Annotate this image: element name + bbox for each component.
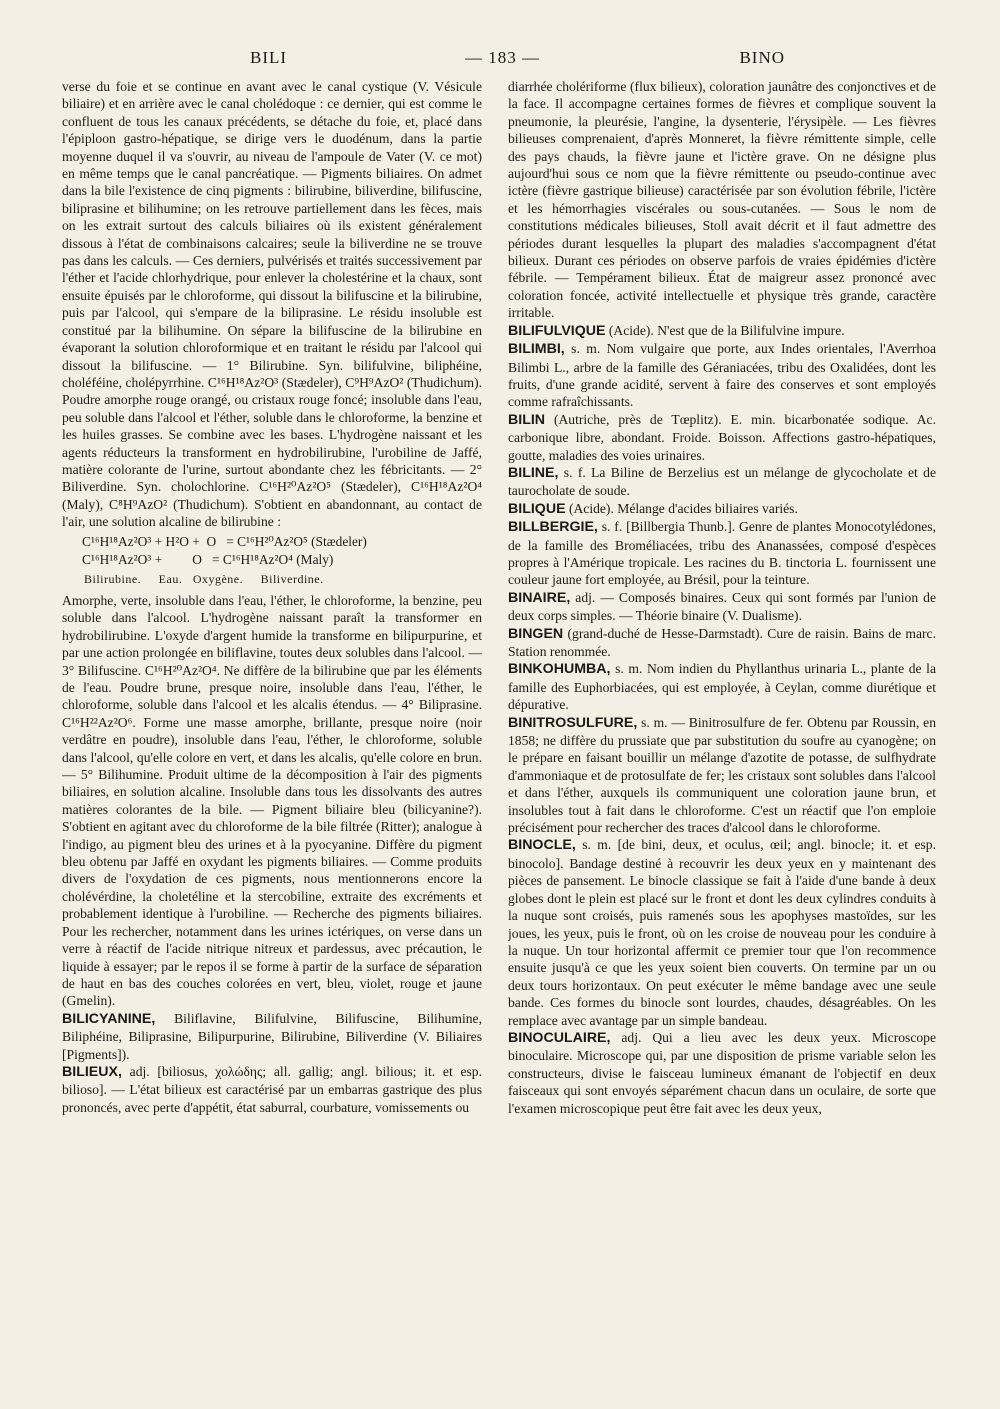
formula-line-2: C¹⁶H¹⁸Az²O³ + O = C¹⁶H¹⁸Az²O⁴ (Maly) (82, 552, 334, 568)
headword: BILLBERGIE, (508, 519, 598, 536)
entry-text: (Autriche, près de Tœplitz). E. min. bicarbonatée sodique. Ac. carbonique libre, abondant. Froide. Boisson. Affections gastro-hépatiques, goutte, maladies des voies urinaires. (508, 411, 936, 463)
entry-binoculaire (508, 1029, 936, 1117)
entry-bilique (508, 500, 936, 518)
entry-text: s. f. [Billbergia Thunb.]. Genre de plantes Monocotylédones, de la famille des Broméliacées, tribu des Ananassées, composé d'espèces propres à l'Amérique tropicale. Les racines du B. tinctoria L. fournissent une couleur jaune fort employée, au Brésil, pour la teinture. (508, 519, 936, 588)
entry-binaire (508, 589, 936, 625)
entry-bilieux (62, 1063, 482, 1116)
entry-text: adj. — Composés binaires. Ceux qui sont formés par l'union de deux corps simples. — Théorie binaire (V. Dualisme). (508, 589, 936, 624)
headword: BILIMBI, (508, 341, 565, 358)
formula-labels: Bilirubine. Eau. Oxygène. Biliverdine. (84, 571, 324, 586)
headword: BILINE, (508, 464, 559, 481)
entry-biline (508, 464, 936, 500)
paragraph-bilieux-continued: diarrhée cholériforme (flux bilieux), coloration jaunâtre des conjonctives et de la face. Il accompagne certaines formes de fièvres et complique souvent la pneumonie, la pleurésie, l'angine, la dysenterie, l'érysipèle. — Les fièvres bilieuses comprenaient, d'après Monneret, la fièvre rémittente simple, celle des pays chauds, la fièvre jaune et l'ictère grave. On ne désigne plus aujourd'hui sous ce nom que la fièvre rémittente ou pseudo-continue avec ictère (fièvre gastrique bilieuse) caractérisée par son évolution fébrile, l'ictère et les hémorrhagies viscérales ou sous-cutanées. — Sous le nom de constitutions médicales bilieuses, Stoll avait décrit et il faut admettre des périodes durant lesquelles la plupart des maladies s'accompagnent d'état bilieux. Durant ces périodes on observe parfois de vraies épidémies d'ictère fébrile. — Tempérament bilieux. État de maigreur assez prononcé avec coloration foncée, activité intellectuelle et physique très grande, caractère irritable. (508, 79, 936, 321)
entry-billbergie (508, 518, 936, 589)
entry-text: adj. Qui a lieu avec les deux yeux. Microscope binoculaire. Microscope qui, par une disposition de prisme variable selon les constructeurs, divise le faisceau lumineux émanant de l'objectif en deux faisceaux qui sont envoyés séparément chacun dans un oculaire, de sorte que l'examen microscopique peut être fait avec les deux yeux, (508, 1029, 936, 1116)
right-column (508, 78, 936, 1378)
entry-text: (Acide). Mélange d'acides biliaires variés. (565, 500, 798, 516)
entry-bilin (508, 411, 936, 464)
entry-text: adj. [biliosus, χολώδης; all. gallig; angl. bilious; it. et esp. bilioso]. — L'état bilieux est caractérisé par un embarras gastrique des plus prononcés, avec perte d'appétit, état saburral, courbature, vomissements ou (62, 1063, 482, 1115)
entry-text: s. m. Nom vulgaire que porte, aux Indes orientales, l'Averrhoa Bilimbi L., arbre de la famille des Géraniacées, tribu des Oxalidées, dont les fruits, d'une grande acidité, servent à faire des conserves et sont employés comme rafraîchissants. (508, 341, 936, 410)
headword: BINOCLE, (508, 837, 576, 854)
entry-text: (Acide). N'est que de la Bilifulvine impure. (605, 322, 845, 338)
entry-text: Biliflavine, Bilifulvine, Bilifuscine, Bilihumine, Biliphéine, Biliprasine, Bilipurpurine, Bilirubine, Biliverdine (V. Biliaires [Pigments]). (62, 1010, 482, 1062)
entry-text: s. m. — Binitrosulfure de fer. Obtenu par Roussin, en 1858; ne diffère du prussiate que par substitution du soufre au cyanogène; on le prépare en faisant bouillir un mélange d'azotite de potasse, de sulfhydrate d'ammoniaque et de protosulfate de fer; les cristaux sont solubles dans l'alcool et dans l'éther, auxquels ils communiquent une coloration jaune brun, et insolubles tout à fait dans le chloroforme. C'est un réactif que l'on emploie précisément pour rechercher des traces d'alcool dans le chloroforme. (508, 714, 936, 836)
header-right-guide-word: BINO (739, 48, 785, 67)
headword: BILIQUE (508, 500, 566, 517)
entry-text: (grand-duché de Hesse-Darmstadt). Cure de raisin. Bains de marc. Station renommée. (508, 625, 936, 659)
entry-text: s. m. [de bini, deux, et oculus, œil; angl. binocle; it. et esp. binocolo]. Bandage destiné à recouvrir les deux yeux en y maintenant des pièces de pansement. Le binocle classique se fait à l'aide d'une bande à deux globes dont le plein est placé sur le front et dont les deux cylindres conduits à la nuque sont croisés, puis ramenés sous les apophyses mastoïdes, sur les joues, les yeux, puis le front, où on les croise de nouveau pour les conduire à la nuque. Un tour horizontal affermit ce premier tour que l'on recommence ensuite jusqu'à ce que les yeux soient bien couverts. On termine par un ou deux tours horizontaux. On peut exécuter le même bandage avec une seule bande. Ces formes du binocle sont lourdes, chaudes, désagréables. On les remplace avec avantage par un simple bandeau. (508, 837, 936, 1028)
headword: BINOCULAIRE, (508, 1029, 611, 1046)
paragraph-biliaires-continued: verse du foie et se continue en avant avec le canal cystique (V. Vésicule biliaire) et en arrière avec le canal cholédoque : ce dernier, qui est comme le confluent de tous les canaux précédents, se détache du foie, et, placé dans l'épiploon gastro-hépatique, se dirige vers le duodénum, dans la partie moyenne duquel il va s'ouvrir, au niveau de l'ampoule de Vater (V. ce mot) en même temps que le canal pancréatique. — Pigments biliaires. On admet dans la bile l'existence de cinq pigments : bilirubine, biliverdine, bilifuscine, biliprasine et bilihumine; on les retrouve partiellement dans les fèces, mais on les extrait surtout des calculs biliaires où ils existent généralement dissous à l'état de combinaisons calcaires; seule la biliverdine ne se trouve pas dans les calculs. — Ces derniers, pulvérisés et traités successivement par l'éther et l'acide chlorhydrique, pour enlever la cholestérine et la chaux, sont ensuite épuisés par le chloroforme, qui dissout la bilifuscine et la bilirubine, puis par l'alcool, qui s'empare de la biliprasine. Le résidu insoluble est constitué par la bilihumine. On sépare la bilifuscine de la bilirubine en évaporant la solution chloroformique et en traitant le résidu par l'alcool qui dissout la bilifuscine. — 1° Bilirubine. Syn. bilifulvine, biliphéine, choléféine, cholépyrrhine. C¹⁶H¹⁸Az²O³ (Stædeler), C⁹H⁹AzO² (Thudichum). Poudre amorphe rouge orangé, ou cristaux rouge foncé; insoluble dans l'eau, peu soluble dans l'alcool et l'éther, soluble dans le chloroforme, la benzine et les huiles grasses. Se combine avec les bases. L'hydrogène naissant et les agents réducteurs la transforment en hydrobilirubine, l'urobiline de Jaffé, matière colorante de l'urine, surtout abondante chez les fébricitants. — 2° Biliverdine. Syn. cholochlorine. C¹⁶H²⁰Az²O⁵ (Stædeler), C¹⁶H¹⁸Az²O⁴ (Maly), C⁸H⁹AzO² (Thudichum). S'obtient en abandonnant, au contact de l'air, une solution alcaline de bilirubine : (62, 79, 482, 530)
header-left-guide-word: BILI (250, 48, 288, 67)
formula-line-1: C¹⁶H¹⁸Az²O³ + H²O + O = C¹⁶H²⁰Az²O⁵ (Stædeler) (82, 533, 367, 549)
entry-binitrosulfure (508, 714, 936, 837)
headword: BINITROSULFURE, (508, 714, 638, 731)
left-column (62, 78, 482, 1378)
headword: BILICYANINE, (62, 1010, 156, 1027)
running-header (60, 48, 945, 78)
entry-text: s. f. La Biline de Berzelius est un mélange de glycocholate et de taurocholate de soude. (508, 464, 936, 499)
entry-text: s. m. Nom indien du Phyllanthus urinaria L., plante de la famille des Euphorbiacées, qui est employée, à Ceylan, comme diurétique et dépurative. (508, 661, 936, 713)
headword: BILIN (508, 411, 546, 428)
page-number: — 183 — (465, 48, 540, 67)
headword: BILIFULVIQUE (508, 322, 606, 339)
entry-bilimbi (508, 340, 936, 411)
headword: BINKOHUMBA, (508, 661, 611, 678)
paragraph-biliverdine: Amorphe, verte, insoluble dans l'eau, l'éther, le chloroforme, la benzine, peu soluble dans l'alcool. L'hydrogène naissant paraît la transformer en hydrobilirubine. L'oxyde d'argent humide la transforme en bilipurpurine, et par une action prolongée en biliflavine, toutes deux solubles dans l'alcool. — 3° Bilifuscine. C¹⁶H²⁰Az²O⁴. Ne diffère de la bilirubine que par les éléments de l'eau. Poudre brune, presque noire, insoluble dans l'eau, l'éther, le chloroforme, soluble dans l'alcool et les alcalis étendus. — 4° Biliprasine. C¹⁶H²²Az²O⁶. Forme une masse amorphe, brillante, presque noire (noir verdâtre en poudre), insoluble dans l'eau, l'éther, le chloroforme, soluble dans l'alcool, qu'elle colore en vert, et dans les alcalis, qu'elle colore en brun. — 5° Bilihumine. Produit ultime de la décomposition à l'air des pigments biliaires, en solution alcaline. Insoluble dans tous les dissolvants des autres matières colorantes de la bile. — Pigment biliaire bleu (bilicyanine?). S'obtient en agitant avec du chloroforme de la bile filtrée (Ritter); analogue à l'indigo, au pigment bleu des urines et à la pyocyanine. Diffère du pigment bleu obtenu par Jaffé en oxydant les pigments biliaires. — Comme produits divers de l'oxydation de ces pigments, nous mentionnerons encore la cholévérdine, la choletéline et la stercobiline, extraite des excréments et probablement identique à l'urobiline. — Recherche des pigments biliaires. Pour les rechercher, notamment dans les urines ictériques, on verse dans un verre à réactif de l'acide nitrique nitreux et pardessus, avec précaution, le liquide à essayer; par le repos il se forme à partir de la surface de séparation de haut en bas des couches colorées en vert, bleu, violet, rouge et jaune (Gmelin). (62, 592, 482, 1009)
headword: BILIEUX, (62, 1063, 122, 1080)
entry-binocle (508, 836, 936, 1028)
entry-binkohumba (508, 660, 936, 713)
entry-bilifulvique (508, 322, 936, 340)
entry-bingen (508, 625, 936, 661)
entry-bilicyanine (62, 1010, 482, 1063)
headword: BINGEN (508, 625, 564, 642)
headword: BINAIRE, (508, 589, 571, 606)
